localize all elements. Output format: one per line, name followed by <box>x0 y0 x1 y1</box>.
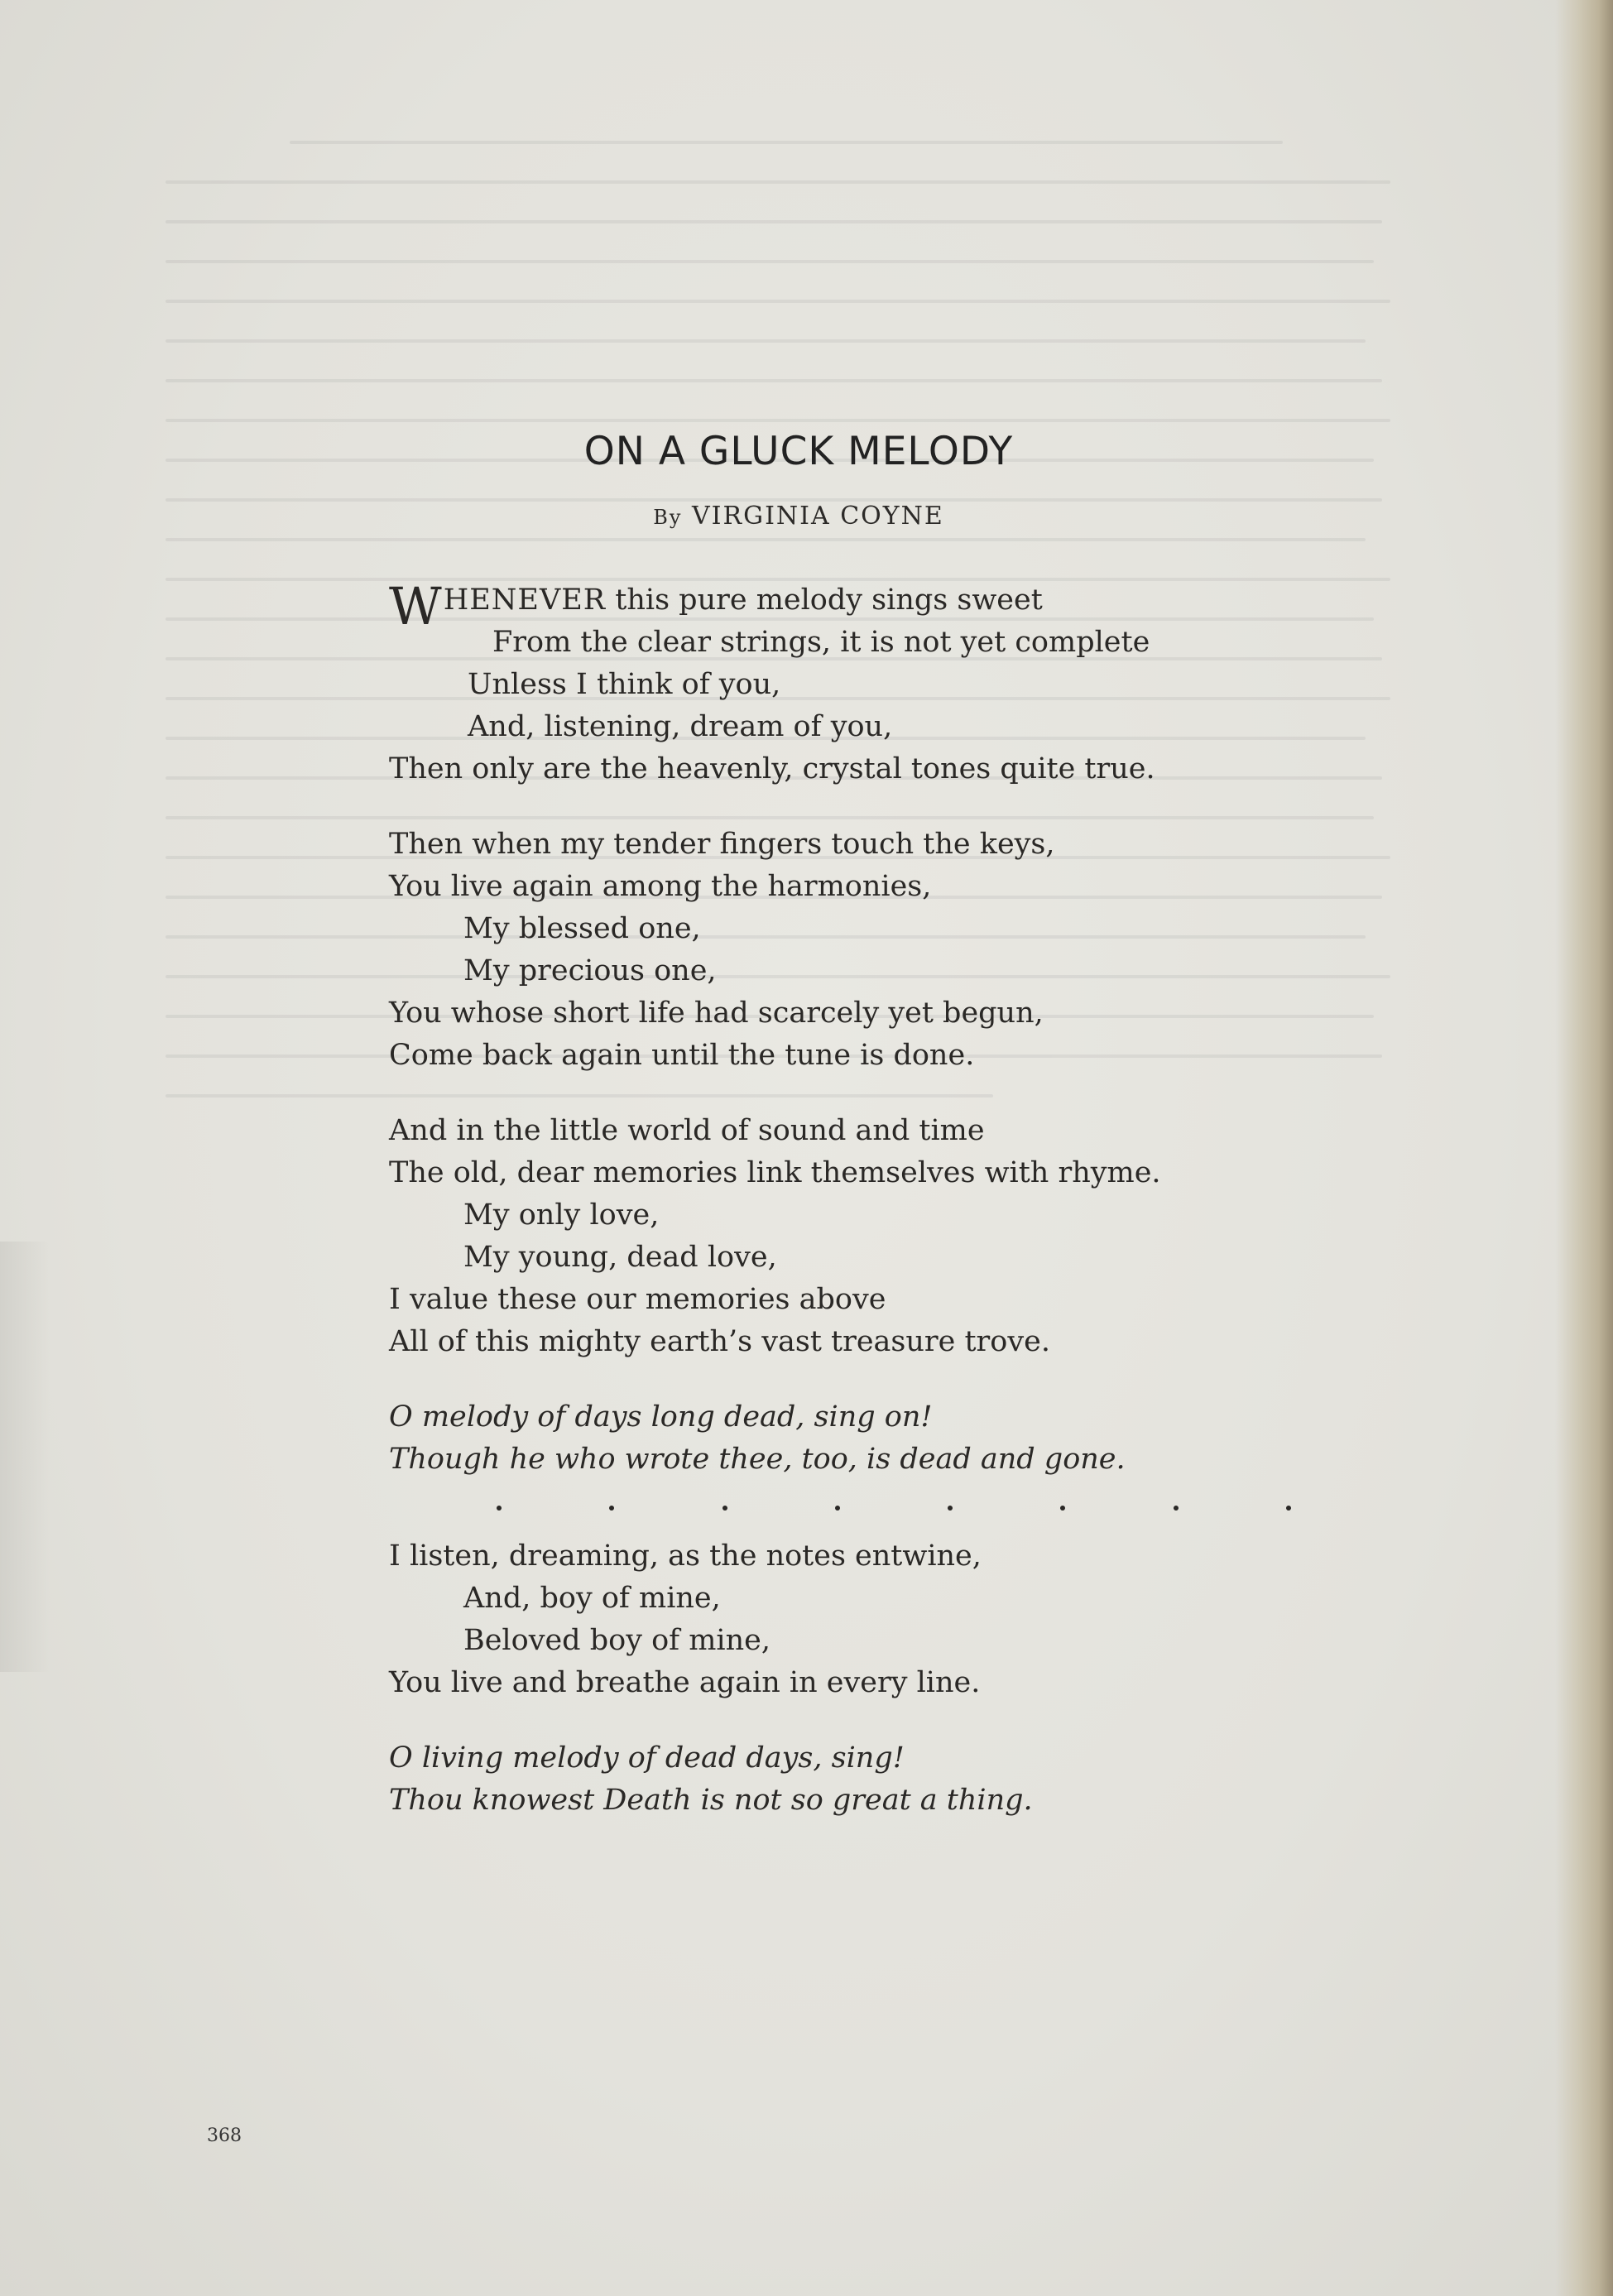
poem-line <box>389 576 1217 636</box>
poem-line: And, boy of mine, <box>463 1582 721 1615</box>
stanza-2 <box>389 824 1217 1077</box>
page-crease <box>0 1242 50 1672</box>
poem-line: I listen, dreaming, as the notes entwine, <box>389 1539 982 1573</box>
dot <box>1286 1506 1291 1511</box>
poem-line: Come back again until the tune is done. <box>389 1039 975 1072</box>
poem-line: Then only are the heavenly, crystal tones quite true. <box>389 752 1155 785</box>
poem-line: Though he who wrote thee, too, is dead and gone. <box>389 1443 1126 1476</box>
poem-body <box>389 576 1217 1855</box>
poem-line: Thou knowest Death is not so great a thing. <box>389 1784 1033 1817</box>
dot <box>1060 1506 1065 1511</box>
byline <box>0 502 1597 531</box>
dot <box>497 1506 502 1511</box>
dot <box>722 1506 727 1511</box>
poem-line: All of this mighty earth’s vast treasure trove. <box>389 1325 1050 1358</box>
poem-line: And in the little world of sound and time <box>389 1114 985 1147</box>
dot <box>1174 1506 1179 1511</box>
section-dots <box>497 1506 1291 1530</box>
page-edge <box>1555 0 1613 2296</box>
poem-line: My precious one, <box>463 954 717 987</box>
poem-line: You whose short life had scarcely yet begun, <box>389 997 1044 1030</box>
first-word: HENEVER <box>443 584 607 617</box>
poem-line: And, listening, dream of you, <box>468 710 893 743</box>
poem-line: The old, dear memories link themselves with rhyme. <box>389 1156 1161 1189</box>
first-line-rest: this pure melody sings sweet <box>606 584 1043 617</box>
poem-line: Beloved boy of mine, <box>463 1624 771 1657</box>
byline-by: By <box>653 506 683 529</box>
poem-line: Then when my tender fingers touch the keys, <box>389 828 1055 861</box>
byline-author: VIRGINIA COYNE <box>692 502 944 531</box>
poem-line: My young, dead love, <box>463 1241 777 1274</box>
poem-line: O melody of days long dead, sing on! <box>389 1400 933 1434</box>
stanza-4 <box>389 1396 1217 1481</box>
dot <box>609 1506 614 1511</box>
dot <box>835 1506 840 1511</box>
poem-line: I value these our memories above <box>389 1283 886 1316</box>
stanza-1 <box>389 576 1217 790</box>
stanza-5 <box>389 1535 1217 1704</box>
dot <box>948 1506 953 1511</box>
poem-line: You live again among the harmonies, <box>389 870 932 903</box>
poem-line: Unless I think of you, <box>468 668 781 701</box>
poem-line: My blessed one, <box>463 912 701 945</box>
poem-line: O living melody of dead days, sing! <box>389 1741 905 1775</box>
poem-line: My only love, <box>463 1198 660 1232</box>
stanza-6 <box>389 1737 1217 1822</box>
page-number: 368 <box>207 2125 242 2146</box>
stanza-3 <box>389 1110 1217 1363</box>
poem-line: From the clear strings, it is not yet complete <box>492 626 1150 659</box>
poem-title: ON A GLUCK MELODY <box>583 429 1014 474</box>
poem-line: You live and breathe again in every line. <box>389 1666 981 1699</box>
drop-cap: W <box>389 576 442 636</box>
